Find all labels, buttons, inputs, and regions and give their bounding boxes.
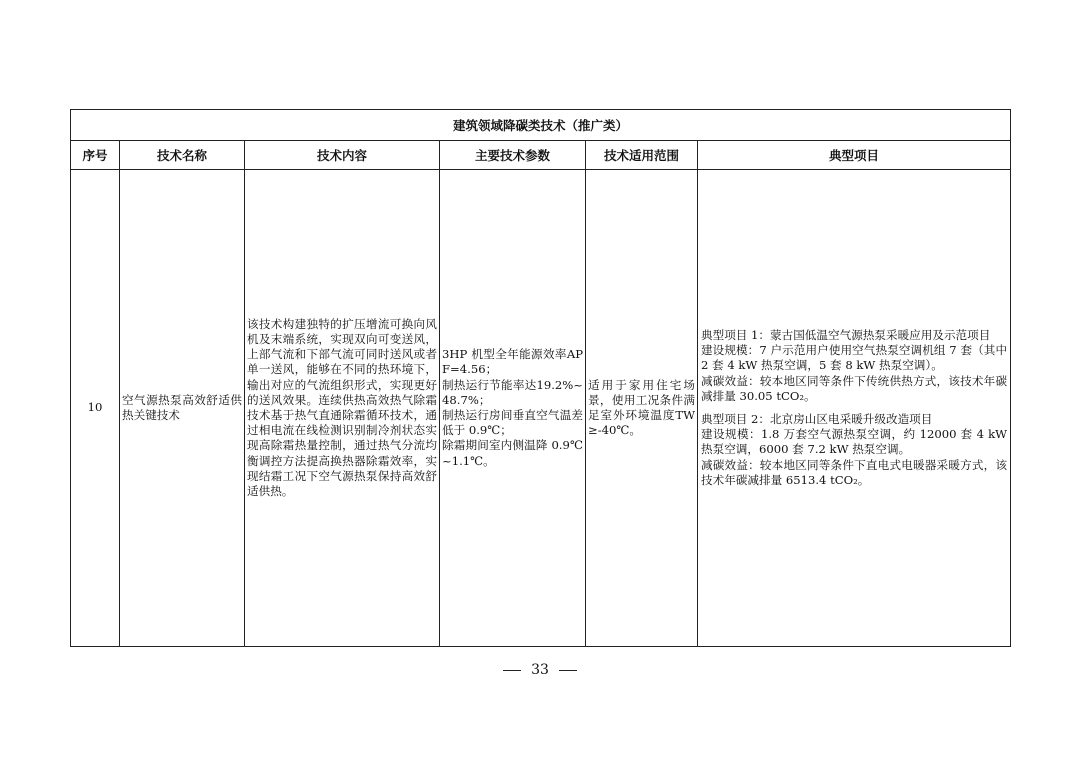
- page-number: 33: [531, 662, 549, 678]
- projects-cell: [698, 170, 1011, 647]
- project-2-title: 典型项目 2：北京房山区电采暖升级改造项目: [701, 412, 933, 426]
- tech-name: 空气源热泵高效舒适供热关键技术: [122, 392, 242, 422]
- project-1-benefit: 减碳效益：较本地区同等条件下传统供热方式，该技术年碳减排量 30.05 tCO₂。: [701, 373, 1008, 403]
- param-item: 除霜期间室内侧温降 0.9℃~1.1℃。: [442, 438, 583, 468]
- project-1-title: 典型项目 1：蒙古国低温空气源热泵采暖应用及示范项目: [701, 327, 991, 342]
- tech-table: [70, 109, 1011, 647]
- dash-left: [503, 670, 521, 671]
- header-cell-projects: 典型项目: [698, 141, 1011, 170]
- param-item: 3HP 机型全年能源效率APF=4.56；: [442, 347, 583, 377]
- tech-content-cell: [245, 170, 440, 647]
- row-number: 10: [71, 170, 120, 647]
- page-number-footer: [0, 662, 1080, 678]
- tech-params-cell: [440, 170, 586, 647]
- param-item: 制热运行节能率达19.2%~48.7%；: [442, 377, 583, 407]
- param-item: 制热运行房间垂直空气温差低于 0.9℃；: [442, 408, 583, 438]
- header-cell-params: 主要技术参数: [440, 141, 586, 170]
- header-cell-name: 技术名称: [120, 141, 245, 170]
- dash-right: [559, 670, 577, 671]
- project-2-benefit: 减碳效益：较本地区同等条件下直电式电暖器采暖方式，该技术年碳减排量 6513.4 tCO₂。: [701, 457, 1008, 487]
- header-cell-scope: 技术适用范围: [586, 141, 698, 170]
- tech-name-cell: [120, 170, 245, 647]
- tech-scope: 适用于家用住宅场景，使用工况条件满足室外环境温度TW≥-40℃。: [588, 377, 695, 438]
- header-cell-content: 技术内容: [245, 141, 440, 170]
- tech-content: 该技术构建独特的扩压增流可换向风机及末端系统，实现双向可变送风，上部气流和下部气流可同时送风或者单一送风，能够在不同的热环境下，输出对应的气流组织形式，实现更好的送风效果。连续供热高效热气除霜技术基于热气直通除霜循环技术，通过相电流在线检测识别制冷剂状态实现高除霜热量控制，通过热气分流均衡调控方法提高换热器除霜效率，实现结霜工况下空气源热泵保持高效舒适供热。: [247, 316, 437, 499]
- tech-scope-cell: [586, 170, 698, 647]
- project-2-scale: 建设规模：1.8 万套空气源热泵空调，约 12000 套 4 kW 热泵空调，6000 套 7.2 kW 热泵空调。: [701, 427, 1008, 457]
- header-cell-number: 序号: [71, 141, 120, 170]
- table-row: [71, 170, 1011, 647]
- header-row: [71, 141, 1011, 170]
- project-1-scale: 建设规模：7 户示范用户使用空气热泵空调机组 7 套（其中 2 套 4 kW 热泵空调，5 套 8 kW 热泵空调）。: [701, 343, 1008, 373]
- table-title: 建筑领域降碳类技术（推广类）: [71, 110, 1011, 141]
